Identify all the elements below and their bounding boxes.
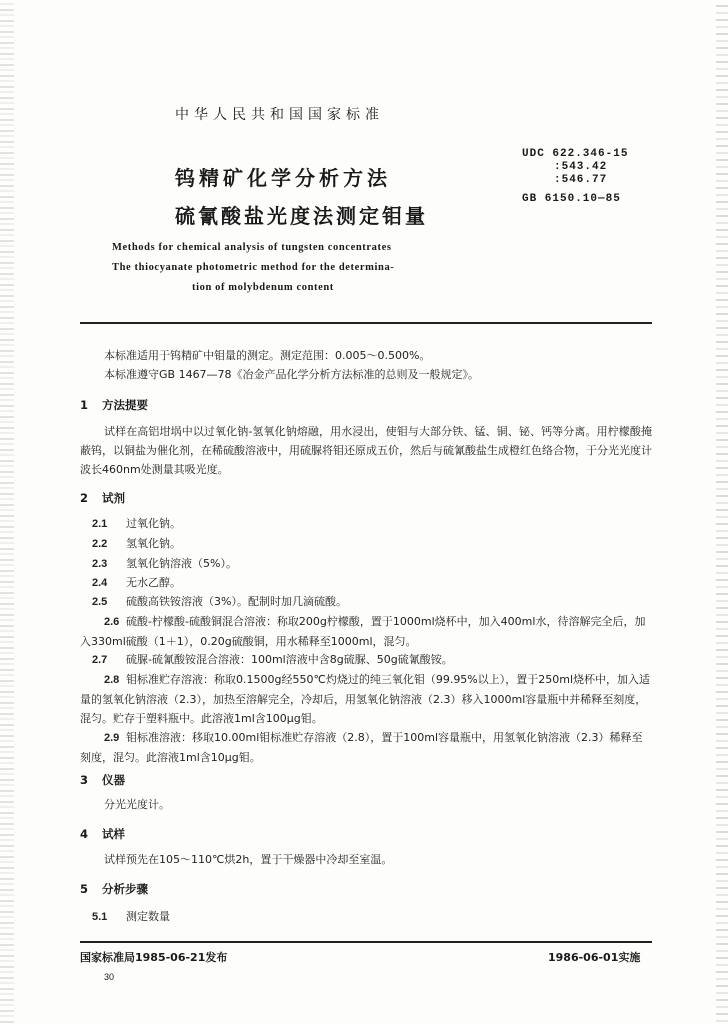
standard-name: 中华人民共和国国家标准: [175, 107, 384, 123]
effective-date: 1986-06-01实施: [548, 951, 641, 964]
item-text: 测定数量: [126, 910, 170, 923]
item-number: 5.1: [92, 911, 108, 923]
item-number: 2.9: [104, 732, 120, 744]
section-3-text: 分光光度计。: [104, 798, 170, 811]
item-number: 2.8: [104, 674, 120, 686]
title-chinese-line2: 硫氰酸盐光度法测定钼量: [175, 204, 428, 228]
section-4-text: 试样预先在105～110℃烘2h，置于干燥器中冷却至室温。: [104, 853, 393, 866]
issue-date: 国家标准局1985-06-21发布: [80, 951, 228, 964]
section-number: 2: [80, 491, 89, 505]
section-3-heading: [80, 772, 125, 788]
intro-line2: 本标准遵守GB 1467—78《冶金产品化学分析方法标准的总则及一般规定》。: [104, 368, 480, 381]
section-5-heading: [80, 881, 148, 897]
item-text: 钼标准贮存溶液：称取0.1500g经550℃灼烧过的纯三氧化钼（99.95%以上），置于250ml烧杯中，加入适量的氢氧化钠溶液（2.3），加热至溶解完全，冷却后，用氢氧化钠溶液（2.3）移入1000ml容量瓶中并稀释至刻度，混匀。贮存于塑料瓶中。此溶液1ml含100μg钼。: [80, 673, 651, 725]
intro-line1: 本标准适用于钨精矿中钼量的测定。测定范围：0.005～0.500%。: [104, 349, 431, 362]
section-title: 方法提要: [102, 398, 148, 412]
section-title: 分析步骤: [102, 882, 148, 896]
item-number: 2.5: [92, 596, 108, 608]
section-2-heading: [80, 490, 125, 506]
reagent-item: [92, 535, 181, 553]
item-number: 2.2: [92, 538, 108, 550]
reagent-item-long: [80, 612, 652, 651]
udc-line3: :546.77: [554, 174, 608, 186]
section-4-heading: [80, 826, 125, 842]
item-text: 硫酸-柠檬酸-硫酸铜混合溶液：称取200g柠檬酸，置于1000ml烧杯中，加入400ml水，待溶解完全后，加入330ml硫酸（1＋1），0.20g硫酸铜，用水稀释至1000ml，混匀。: [80, 615, 646, 648]
scan-edge-right: [716, 0, 728, 1024]
item-number: 2.7: [92, 654, 108, 666]
reagent-item: [92, 515, 181, 533]
section-1-heading: [80, 397, 148, 413]
item-number: 2.6: [104, 616, 120, 628]
gb-code: GB 6150.10—85: [522, 193, 621, 205]
reagent-item-long: [80, 728, 652, 767]
page-number: 30: [104, 972, 115, 982]
section-title: 试剂: [102, 491, 125, 505]
udc-line1: UDC 622.346-15: [522, 148, 629, 160]
item-text: 硫脲-硫氰酸铵混合溶液：100ml溶液中含8g硫脲、50g硫氰酸铵。: [126, 653, 453, 666]
english-title-line3: tion of molybdenum content: [192, 282, 334, 293]
english-title-line1: Methods for chemical analysis of tungsten concentrates: [112, 242, 392, 253]
udc-line2: :543.42: [554, 161, 608, 173]
item-text: 氢氧化钠溶液（5%）。: [126, 557, 237, 570]
item-text: 钼标准溶液：移取10.00ml钼标准贮存溶液（2.8），置于100ml容量瓶中，用氢氧化钠溶液（2.3）稀释至刻度，混匀。此溶液1ml含10μg钼。: [80, 731, 643, 764]
section-number: 3: [80, 773, 89, 787]
section-number: 1: [80, 398, 89, 412]
item-text: 硫酸高铁铵溶液（3%）。配制时加几滴硫酸。: [126, 595, 347, 608]
subsection-5-1: [92, 908, 170, 926]
title-chinese-line1: 钨精矿化学分析方法: [175, 166, 391, 190]
udc-code: [522, 148, 628, 187]
item-number: 2.1: [92, 518, 108, 530]
item-text: 过氧化钠。: [126, 517, 181, 530]
english-title-line2: The thiocyanate photometric method for the determina-: [112, 262, 395, 273]
item-number: 2.4: [92, 577, 108, 589]
section-number: 4: [80, 827, 89, 841]
item-text: 无水乙醇。: [126, 576, 181, 589]
section-title: 仪器: [102, 773, 125, 787]
section-1-text: 试样在高铝坩埚中以过氧化钠-氢氧化钠熔融，用水浸出，使钼与大部分铁、锰、铜、铋、钙等分离。用柠檬酸掩蔽钨，以铜盐为催化剂，在稀硫酸溶液中，用硫脲将钼还原成五价，然后与硫氰酸盐生成橙红色络合物，于分光光度计波长460nm处测量其吸光度。: [80, 425, 652, 476]
reagent-item: [92, 593, 347, 611]
section-title: 试样: [102, 827, 125, 841]
reagent-item: [92, 651, 453, 669]
section-number: 5: [80, 882, 89, 896]
item-text: 氢氧化钠。: [126, 537, 181, 550]
item-number: 2.3: [92, 558, 108, 570]
scan-edge-left: [0, 0, 14, 1024]
reagent-item-long: [80, 670, 652, 728]
reagent-item: [92, 555, 237, 573]
footer-divider: [80, 941, 652, 943]
reagent-item: [92, 574, 181, 592]
english-title: [112, 238, 394, 298]
header-divider: [80, 322, 652, 324]
